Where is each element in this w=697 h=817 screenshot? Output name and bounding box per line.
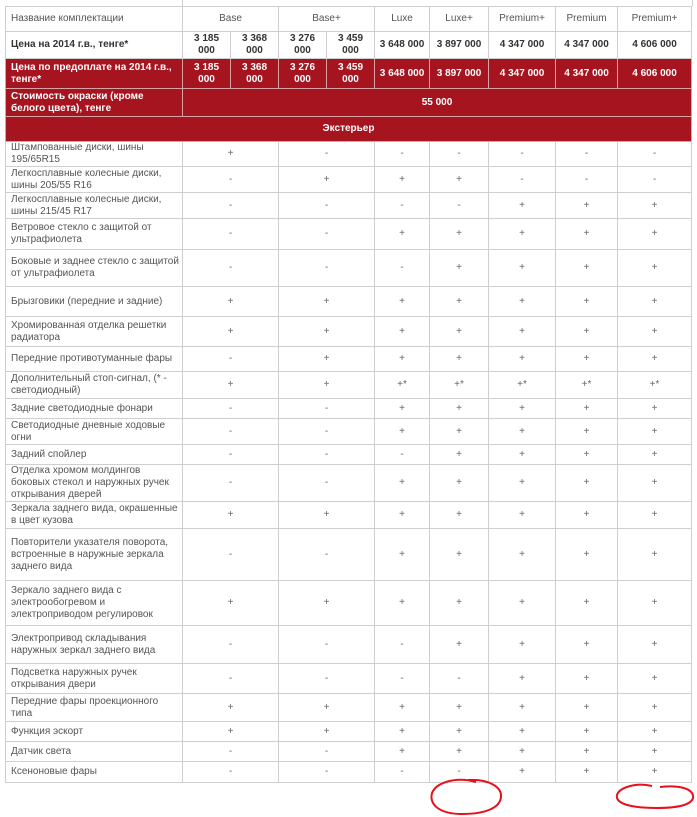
feature-availability: +	[375, 219, 430, 250]
feature-availability: +	[430, 626, 489, 664]
feature-availability: +	[279, 317, 375, 347]
feature-availability: +	[430, 347, 489, 372]
section-header-row	[6, 117, 692, 142]
trim-header-row	[6, 7, 692, 32]
feature-availability: +	[430, 694, 489, 722]
feature-availability: +	[556, 502, 618, 529]
feature-availability: +	[489, 219, 556, 250]
feature-row	[6, 465, 692, 502]
feature-name: Электропривод складывания наружных зеркал заднего вида	[6, 626, 183, 664]
feature-availability: +	[618, 250, 692, 287]
price-cell: 4 347 000	[489, 59, 556, 89]
feature-row	[6, 347, 692, 372]
feature-availability: -	[618, 142, 692, 167]
feature-availability: +*	[556, 372, 618, 399]
feature-name: Передние фары проекционного типа	[6, 694, 183, 722]
feature-availability: +	[489, 250, 556, 287]
feature-availability: +	[430, 317, 489, 347]
feature-availability: +	[375, 502, 430, 529]
feature-availability: +	[556, 219, 618, 250]
feature-availability: +	[556, 445, 618, 465]
feature-name: Задний спойлер	[6, 445, 183, 465]
feature-row	[6, 762, 692, 783]
trim-name: Base	[183, 7, 279, 32]
feature-name: Отделка хромом молдингов боковых стекол и наружных ручек открывания дверей	[6, 465, 183, 502]
feature-availability: +	[183, 722, 279, 742]
feature-availability: +	[556, 581, 618, 626]
price-cell: 3 368 000	[231, 32, 279, 59]
feature-availability: +	[279, 694, 375, 722]
feature-availability: +	[618, 529, 692, 581]
feature-availability: +	[375, 581, 430, 626]
feature-availability: +*	[489, 372, 556, 399]
feature-availability: +	[489, 445, 556, 465]
feature-availability: +	[618, 502, 692, 529]
feature-availability: -	[279, 626, 375, 664]
feature-availability: +	[279, 722, 375, 742]
feature-availability: -	[279, 193, 375, 219]
feature-availability: +	[489, 193, 556, 219]
feature-availability: +	[279, 347, 375, 372]
feature-availability: -	[489, 142, 556, 167]
feature-availability: +	[618, 742, 692, 762]
price-2014-label: Цена на 2014 г.в., тенге*	[6, 32, 183, 59]
price-cell: 3 897 000	[430, 32, 489, 59]
feature-availability: +	[556, 193, 618, 219]
feature-availability: +	[375, 722, 430, 742]
feature-availability: -	[279, 742, 375, 762]
feature-availability: -	[556, 167, 618, 193]
feature-availability: -	[183, 419, 279, 445]
feature-row	[6, 502, 692, 529]
feature-availability: -	[183, 465, 279, 502]
feature-name: Датчик света	[6, 742, 183, 762]
feature-row	[6, 529, 692, 581]
feature-availability: +	[618, 762, 692, 783]
feature-availability: +	[556, 419, 618, 445]
feature-availability: +	[618, 287, 692, 317]
feature-availability: +	[375, 399, 430, 419]
feature-availability: -	[279, 250, 375, 287]
feature-availability: +	[183, 372, 279, 399]
feature-availability: -	[279, 419, 375, 445]
price-cell: 3 648 000	[375, 32, 430, 59]
price-cell: 4 347 000	[556, 59, 618, 89]
feature-availability: -	[183, 762, 279, 783]
feature-row	[6, 317, 692, 347]
feature-availability: -	[183, 193, 279, 219]
feature-availability: +	[279, 287, 375, 317]
feature-availability: +	[556, 347, 618, 372]
price-cell: 3 368 000	[231, 59, 279, 89]
feature-availability: +*	[618, 372, 692, 399]
feature-availability: +	[556, 664, 618, 694]
feature-availability: +	[183, 317, 279, 347]
feature-availability: +	[430, 722, 489, 742]
price-prepay-row	[6, 59, 692, 89]
price-cell: 3 185 000	[183, 59, 231, 89]
feature-availability: +	[618, 317, 692, 347]
feature-row	[6, 581, 692, 626]
feature-availability: +	[556, 317, 618, 347]
feature-availability: +	[375, 167, 430, 193]
feature-availability: -	[279, 219, 375, 250]
feature-availability: +	[618, 419, 692, 445]
feature-availability: +	[430, 419, 489, 445]
feature-availability: +	[618, 664, 692, 694]
feature-availability: -	[430, 142, 489, 167]
price-cell: 3 459 000	[327, 32, 375, 59]
feature-availability: +	[489, 347, 556, 372]
hand-drawn-circle-premium-plus	[617, 785, 693, 808]
feature-availability: +	[430, 219, 489, 250]
feature-availability: +	[489, 419, 556, 445]
feature-availability: +	[489, 399, 556, 419]
feature-availability: +	[556, 742, 618, 762]
feature-availability: +	[375, 317, 430, 347]
feature-availability: +	[183, 694, 279, 722]
feature-availability: -	[183, 347, 279, 372]
feature-row	[6, 142, 692, 167]
feature-availability: +	[279, 167, 375, 193]
feature-name: Задние светодиодные фонари	[6, 399, 183, 419]
feature-name: Светодиодные дневные ходовые огни	[6, 419, 183, 445]
feature-name: Повторители указателя поворота, встроенные в наружные зеркала заднего вида	[6, 529, 183, 581]
paint-cost-row	[6, 89, 692, 117]
feature-row	[6, 287, 692, 317]
feature-availability: +	[430, 287, 489, 317]
price-cell: 4 606 000	[618, 59, 692, 89]
price-cell: 3 459 000	[327, 59, 375, 89]
feature-availability: -	[375, 626, 430, 664]
price-cell: 3 648 000	[375, 59, 430, 89]
feature-availability: +	[618, 694, 692, 722]
feature-availability: +	[430, 502, 489, 529]
trim-name: Luxe	[375, 7, 430, 32]
feature-availability: +	[489, 465, 556, 502]
feature-name: Боковые и заднее стекло с защитой от ультрафиолета	[6, 250, 183, 287]
feature-row	[6, 250, 692, 287]
trim-name: Premium	[556, 7, 618, 32]
feature-availability: +	[183, 502, 279, 529]
price-2014-row	[6, 32, 692, 59]
feature-availability: -	[183, 742, 279, 762]
trim-name: Premium+	[489, 7, 556, 32]
feature-row	[6, 664, 692, 694]
feature-availability: -	[183, 529, 279, 581]
feature-availability: -	[556, 142, 618, 167]
feature-availability: +	[618, 581, 692, 626]
feature-availability: +	[489, 502, 556, 529]
feature-availability: +	[279, 502, 375, 529]
feature-availability: +	[489, 317, 556, 347]
feature-availability: -	[183, 445, 279, 465]
feature-availability: -	[279, 529, 375, 581]
feature-availability: +	[430, 465, 489, 502]
price-cell: 4 347 000	[556, 32, 618, 59]
feature-availability: +*	[430, 372, 489, 399]
feature-availability: -	[279, 762, 375, 783]
feature-availability: +	[556, 529, 618, 581]
price-cell: 3 276 000	[279, 32, 327, 59]
feature-availability: -	[279, 142, 375, 167]
feature-availability: +*	[375, 372, 430, 399]
feature-name: Подсветка наружных ручек открывания двери	[6, 664, 183, 694]
feature-availability: +	[375, 465, 430, 502]
feature-availability: +	[489, 287, 556, 317]
price-cell: 3 185 000	[183, 32, 231, 59]
feature-row	[6, 742, 692, 762]
feature-availability: +	[618, 219, 692, 250]
feature-availability: +	[279, 372, 375, 399]
feature-availability: +	[618, 626, 692, 664]
feature-availability: +	[489, 694, 556, 722]
feature-row	[6, 193, 692, 219]
feature-availability: -	[183, 250, 279, 287]
feature-availability: -	[183, 664, 279, 694]
feature-availability: +	[489, 529, 556, 581]
feature-availability: -	[279, 465, 375, 502]
feature-availability: +	[430, 742, 489, 762]
feature-availability: +	[375, 529, 430, 581]
feature-availability: +	[375, 347, 430, 372]
price-cell: 3 276 000	[279, 59, 327, 89]
trim-name: Premium+	[618, 7, 692, 32]
feature-availability: +	[618, 347, 692, 372]
feature-availability: +	[489, 581, 556, 626]
feature-availability: +	[279, 581, 375, 626]
feature-availability: +	[489, 664, 556, 694]
feature-availability: +	[375, 694, 430, 722]
feature-availability: +	[183, 287, 279, 317]
hand-drawn-circle-luxe-plus	[432, 780, 502, 814]
trim-header-label: Название комплектации	[6, 7, 183, 32]
feature-availability: -	[183, 219, 279, 250]
feature-name: Зеркала заднего вида, окрашенные в цвет кузова	[6, 502, 183, 529]
feature-availability: +	[556, 287, 618, 317]
trim-name: Base+	[279, 7, 375, 32]
feature-availability: -	[489, 167, 556, 193]
feature-availability: +	[618, 445, 692, 465]
feature-availability: -	[375, 193, 430, 219]
section-title: Экстерьер	[6, 117, 692, 142]
feature-availability: +	[183, 581, 279, 626]
feature-availability: +	[183, 142, 279, 167]
feature-row	[6, 419, 692, 445]
feature-availability: -	[375, 762, 430, 783]
feature-row	[6, 399, 692, 419]
feature-availability: -	[375, 664, 430, 694]
feature-availability: +	[556, 399, 618, 419]
feature-availability: +	[489, 626, 556, 664]
feature-availability: -	[375, 250, 430, 287]
equipment-table	[5, 6, 692, 783]
feature-name: Передние противотуманные фары	[6, 347, 183, 372]
feature-name: Ветровое стекло с защитой от ультрафиолета	[6, 219, 183, 250]
feature-row	[6, 694, 692, 722]
feature-availability: +	[556, 722, 618, 742]
feature-name: Функция эскорт	[6, 722, 183, 742]
feature-availability: +	[618, 722, 692, 742]
feature-availability: -	[375, 445, 430, 465]
feature-availability: +	[430, 250, 489, 287]
feature-row	[6, 372, 692, 399]
feature-name: Легкосплавные колесные диски, шины 215/45 R17	[6, 193, 183, 219]
feature-availability: +	[375, 742, 430, 762]
feature-availability: +	[430, 445, 489, 465]
feature-availability: +	[375, 287, 430, 317]
feature-availability: +	[618, 399, 692, 419]
feature-availability: +	[556, 762, 618, 783]
feature-name: Зеркало заднего вида с электрообогревом и электроприводом регулировок	[6, 581, 183, 626]
trim-name: Luxe+	[430, 7, 489, 32]
feature-availability: +	[556, 694, 618, 722]
feature-availability: +	[489, 762, 556, 783]
feature-availability: -	[430, 664, 489, 694]
feature-name: Брызговики (передние и задние)	[6, 287, 183, 317]
feature-row	[6, 167, 692, 193]
feature-name: Хромированная отделка решетки радиатора	[6, 317, 183, 347]
feature-row	[6, 445, 692, 465]
feature-availability: -	[430, 193, 489, 219]
feature-availability: -	[279, 399, 375, 419]
feature-name: Дополнительный стоп-сигнал, (* - светодиодный)	[6, 372, 183, 399]
feature-availability: +	[430, 581, 489, 626]
feature-availability: -	[279, 445, 375, 465]
price-prepay-label: Цена по предоплате на 2014 г.в., тенге*	[6, 59, 183, 89]
feature-availability: +	[489, 742, 556, 762]
feature-name: Легкосплавные колесные диски, шины 205/55 R16	[6, 167, 183, 193]
feature-name: Штампованные диски, шины 195/65R15	[6, 142, 183, 167]
feature-availability: -	[618, 167, 692, 193]
price-cell: 3 897 000	[430, 59, 489, 89]
feature-availability: +	[489, 722, 556, 742]
feature-availability: -	[183, 167, 279, 193]
feature-availability: +	[556, 465, 618, 502]
feature-row	[6, 219, 692, 250]
paint-cost-value: 55 000	[183, 89, 692, 117]
feature-availability: +	[375, 419, 430, 445]
feature-availability: -	[375, 142, 430, 167]
feature-availability: +	[556, 250, 618, 287]
feature-availability: +	[430, 167, 489, 193]
feature-availability: -	[183, 399, 279, 419]
feature-availability: +	[430, 399, 489, 419]
feature-availability: +	[618, 193, 692, 219]
feature-row	[6, 722, 692, 742]
feature-availability: +	[618, 465, 692, 502]
price-cell: 4 606 000	[618, 32, 692, 59]
feature-availability: -	[430, 762, 489, 783]
feature-name: Ксеноновые фары	[6, 762, 183, 783]
paint-cost-label: Стоимость окраски (кроме белого цвета), тенге	[6, 89, 183, 117]
feature-availability: -	[279, 664, 375, 694]
feature-row	[6, 626, 692, 664]
price-cell: 4 347 000	[489, 32, 556, 59]
feature-availability: -	[183, 626, 279, 664]
feature-availability: +	[430, 529, 489, 581]
feature-availability: +	[556, 626, 618, 664]
